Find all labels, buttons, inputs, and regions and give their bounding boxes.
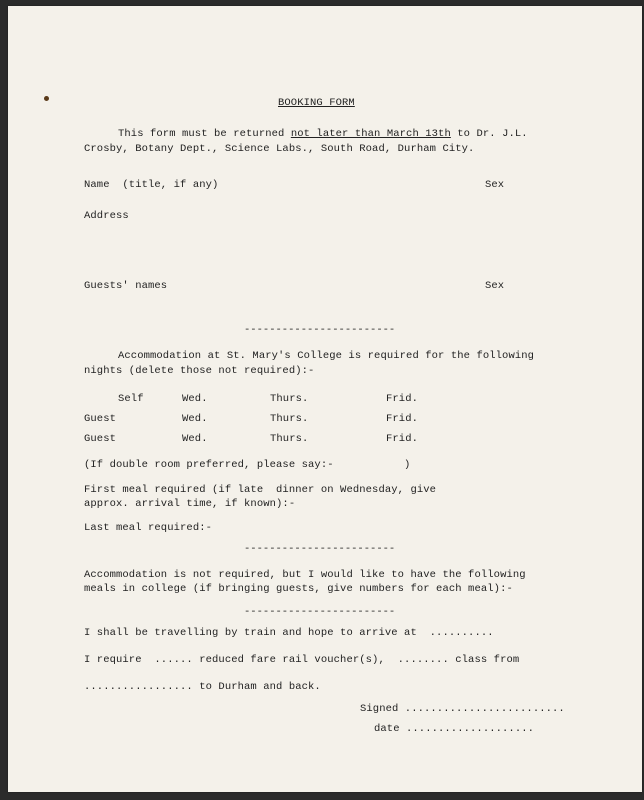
row-guest1-who: Guest <box>84 413 117 425</box>
guests-sex-label: Sex <box>485 280 505 292</box>
row-guest1-thurs: Thurs. <box>270 413 309 425</box>
row-guest1-frid: Frid. <box>386 413 419 425</box>
form-title: BOOKING FORM <box>278 97 355 109</box>
row-guest2-frid: Frid. <box>386 433 419 445</box>
double-room-close: ) <box>404 459 411 471</box>
divider-2: ------------------------ <box>244 543 396 555</box>
sex-label: Sex <box>485 179 505 191</box>
intro-pre: This form must be returned <box>118 128 291 140</box>
travel-line-3: ................. to Durham and back. <box>84 681 321 693</box>
double-room-text: (If double room preferred, please say:- <box>84 459 334 471</box>
last-meal-text: Last meal required:- <box>84 522 213 534</box>
ink-spot <box>44 96 49 101</box>
travel-line-1: I shall be travelling by train and hope to arrive at .......... <box>84 627 494 639</box>
address-label: Address <box>84 210 129 222</box>
not-required-line-1: Accommodation is not required, but I would like to have the following <box>84 569 526 581</box>
accommodation-line-1: Accommodation at St. Mary's College is required for the following <box>118 350 535 362</box>
row-self-frid: Frid. <box>386 393 419 405</box>
row-self-who: Self <box>118 393 144 405</box>
not-required-line-2: meals in college (if bringing guests, give numbers for each meal):- <box>84 583 513 595</box>
guests-label: Guests' names <box>84 280 168 292</box>
date-line: date .................... <box>374 723 535 735</box>
row-self-wed: Wed. <box>182 393 208 405</box>
intro-line-2: Crosby, Botany Dept., Science Labs., South Road, Durham City. <box>84 143 475 155</box>
row-guest2-who: Guest <box>84 433 117 445</box>
booking-form-page <box>8 6 642 792</box>
signed-line: Signed ......................... <box>360 703 565 715</box>
divider-1: ------------------------ <box>244 324 396 336</box>
first-meal-line-2: approx. arrival time, if known):- <box>84 498 296 510</box>
row-self-thurs: Thurs. <box>270 393 309 405</box>
first-meal-line-1: First meal required (if late dinner on Wednesday, give <box>84 484 437 496</box>
name-label: Name (title, if any) <box>84 179 219 191</box>
travel-line-2: I require ...... reduced fare rail voucher(s), ........ class from <box>84 654 520 666</box>
intro-line-1 <box>118 128 528 140</box>
row-guest1-wed: Wed. <box>182 413 208 425</box>
divider-3: ------------------------ <box>244 606 396 618</box>
row-guest2-wed: Wed. <box>182 433 208 445</box>
accommodation-line-2: nights (delete those not required):- <box>84 365 315 377</box>
row-guest2-thurs: Thurs. <box>270 433 309 445</box>
intro-deadline: not later than March 13th <box>290 128 451 140</box>
intro-post: to Dr. J.L. <box>450 128 528 140</box>
